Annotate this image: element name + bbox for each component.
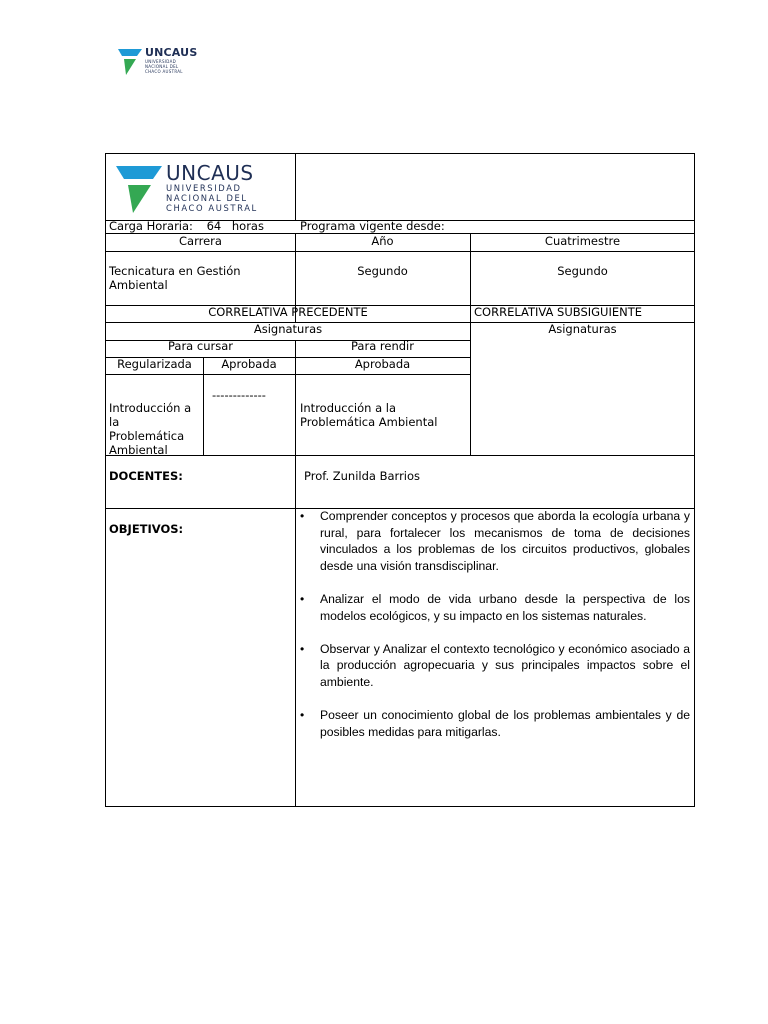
logo-name: UNCAUS bbox=[145, 46, 198, 59]
carga-value: 64 bbox=[206, 219, 222, 233]
regularizada-line: la bbox=[109, 415, 120, 429]
carrera-value: Tecnicatura en Gestión Ambiental bbox=[109, 264, 241, 292]
aprobada-cursar-value: ------------- bbox=[212, 388, 266, 402]
asignaturas-subsiguiente: Asignaturas bbox=[548, 322, 617, 336]
anio-value: Segundo bbox=[357, 264, 408, 278]
aprobada-cursar-header: Aprobada bbox=[221, 357, 277, 371]
logo-line: CHACO AUSTRAL bbox=[145, 69, 183, 74]
regularizada-line: Problemática bbox=[109, 429, 185, 443]
logo-line: UNIVERSIDAD bbox=[145, 59, 176, 64]
carga-horaria bbox=[109, 219, 264, 233]
objetivo-item bbox=[300, 707, 690, 740]
objetivo-item bbox=[300, 641, 690, 691]
aprobada-rendir-line: Problemática Ambiental bbox=[300, 415, 438, 429]
objetivo-item bbox=[300, 591, 690, 624]
carrera-header: Carrera bbox=[179, 234, 222, 248]
regularizada-value bbox=[109, 401, 191, 457]
asignaturas-precedente: Asignaturas bbox=[253, 322, 323, 336]
bullet-icon: • bbox=[300, 641, 305, 656]
table-logo bbox=[116, 163, 258, 213]
objetivo-text: Observar y Analizar el contexto tecnológico y económico asociado a la producción agropecuaria y sus principales impactos sobre el ambiente. bbox=[320, 641, 690, 689]
logo-name: UNCAUS bbox=[166, 161, 254, 185]
regularizada-header: Regularizada bbox=[117, 357, 192, 371]
regularizada-line: Ambiental bbox=[109, 443, 168, 457]
correlativa-precedente: CORRELATIVA PRECEDENTE bbox=[208, 305, 368, 319]
regularizada-line: Introducción a bbox=[109, 401, 192, 415]
logo-line: UNIVERSIDAD bbox=[166, 183, 242, 193]
logo-line: NACIONAL DEL bbox=[145, 64, 179, 69]
objetivo-text: Comprender conceptos y procesos que aborda la ecología urbana y rural, para fortalecer los mecanismos de toma de decisiones vinculados a los problemas de los circuitos productivos, globales desde una visión transdisciplinar. bbox=[320, 509, 690, 573]
anio-header: Año bbox=[371, 234, 394, 248]
cuatrimestre-header: Cuatrimestre bbox=[544, 234, 621, 248]
uncaus-logo-icon bbox=[118, 47, 142, 75]
docentes-label: DOCENTES: bbox=[109, 469, 183, 483]
docentes-value: Prof. Zunilda Barrios bbox=[304, 469, 421, 483]
carga-unit: horas bbox=[231, 219, 264, 233]
objetivos-list bbox=[300, 508, 690, 757]
header-logo bbox=[118, 47, 197, 75]
carga-label: Carga Horaria: bbox=[109, 219, 193, 233]
para-rendir-header: Para rendir bbox=[351, 339, 414, 353]
logo-line: NACIONAL DEL bbox=[166, 193, 248, 203]
correlativa-subsiguiente: CORRELATIVA SUBSIGUIENTE bbox=[474, 305, 643, 319]
bullet-icon: • bbox=[300, 509, 305, 523]
para-cursar-header: Para cursar bbox=[167, 339, 233, 353]
objetivos-label: OBJETIVOS: bbox=[109, 522, 184, 536]
logo-line: CHACO AUSTRAL bbox=[166, 203, 258, 213]
aprobada-rendir-line: Introducción a la bbox=[300, 401, 397, 415]
objetivo-text: Analizar el modo de vida urbano desde la perspectiva de los modelos ecológicos, y su impacto en los sistemas naturales. bbox=[320, 591, 690, 623]
bullet-icon: • bbox=[300, 591, 305, 606]
bullet-icon: • bbox=[300, 708, 305, 723]
objetivo-item bbox=[300, 508, 690, 574]
aprobada-rendir-header: Aprobada bbox=[354, 357, 411, 371]
uncaus-logo-icon bbox=[116, 163, 162, 213]
objetivo-text: Poseer un conocimiento global de los problemas ambientales y de posibles medidas para mitigarlas. bbox=[320, 708, 690, 739]
programa-vigente-label: Programa vigente desde: bbox=[300, 219, 445, 233]
cuatrimestre-value: Segundo bbox=[557, 264, 608, 278]
aprobada-rendir-value bbox=[300, 401, 437, 429]
